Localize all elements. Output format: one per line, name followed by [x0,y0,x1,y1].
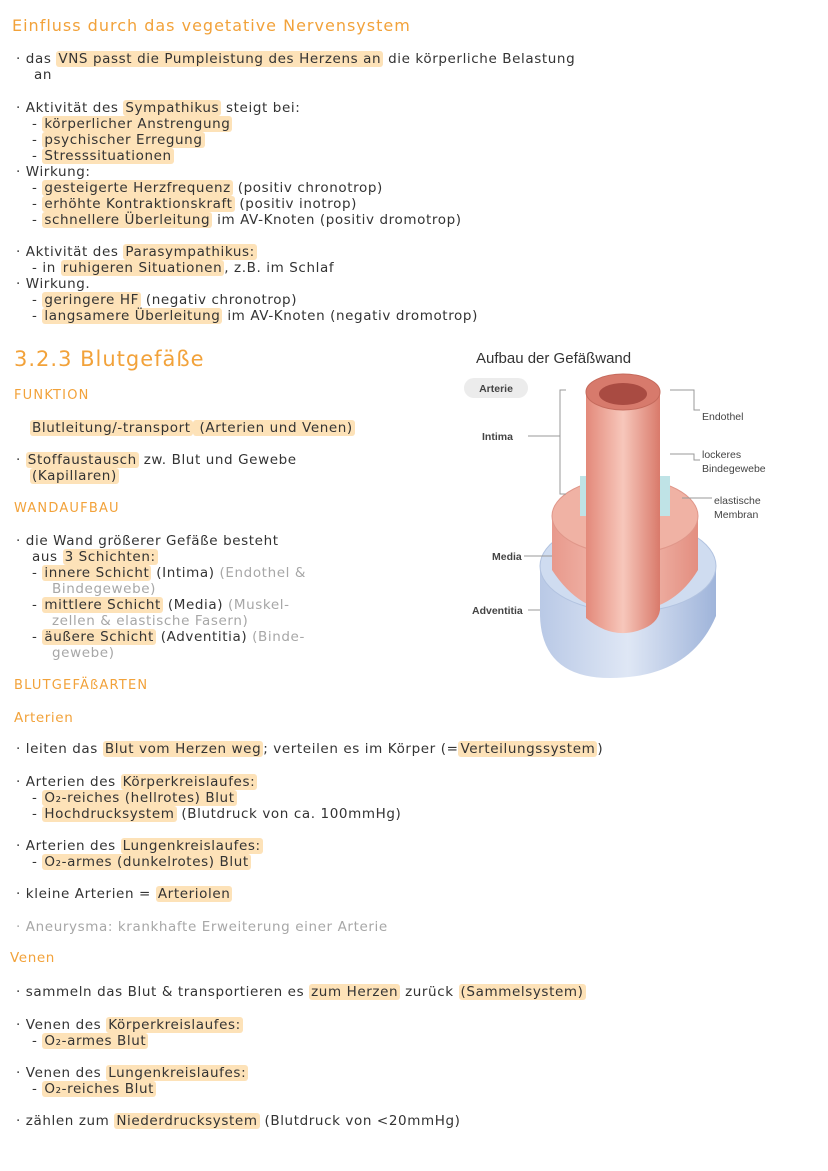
label-intima: Intima [482,431,513,443]
list-item: - geringere HF (negativ chronotrop) [32,292,298,308]
funktion-line-1: Blutleitung/-transport (Arterien und Venen) [32,420,353,436]
funktion-line-2: · Stoffaustausch zw. Blut und Gewebe [16,452,297,468]
wandaufbau-line-1: · die Wand größerer Gefäße besteht [16,533,279,549]
layer-item: - innere Schicht (Intima) (Endothel & [32,565,307,581]
list-item: - Hochdrucksystem (Blutdruck von ca. 100mmHg) [32,806,402,822]
arterien-koerperkreislauf: · Arterien des Körperkreislaufes: [16,774,256,790]
intima-layer [586,392,660,633]
bullet-vns-cont: an [34,67,53,83]
heading-wandaufbau: WANDAUFBAU [14,501,120,516]
wandaufbau-line-2: aus 3 Schichten: [32,549,156,565]
label-adventitia: Adventitia [472,605,523,617]
arterien-lungenkreislauf: · Arterien des Lungenkreislaufes: [16,838,261,854]
bullet-wirkung-1: · Wirkung: [16,164,91,180]
list-item: - O₂-armes Blut [32,1033,147,1049]
list-item: - Stresssituationen [32,148,172,164]
list-item: - schnellere Überleitung im AV-Knoten (positiv dromotrop) [32,212,462,228]
niederdruck-line: · zählen zum Niederdrucksystem (Blutdruck von <20mmHg) [16,1113,461,1129]
list-item: - in ruhigeren Situationen , z.B. im Schlaf [32,260,335,276]
venen-koerperkreislauf: · Venen des Körperkreislaufes: [16,1017,241,1033]
list-item: - O₂-reiches Blut [32,1081,155,1097]
label-endothel: Endothel [702,411,744,423]
list-item: - erhöhte Kontraktionskraft (positiv inotrop) [32,196,358,212]
venen-lungenkreislauf: · Venen des Lungenkreislaufes: [16,1065,247,1081]
arteriolen-line: · kleine Arterien = Arteriolen [16,886,231,902]
section-title-vns: Einfluss durch das vegetative Nervensystem [12,16,411,35]
bullet-parasympathikus: · Aktivität des Parasympathikus: [16,244,255,260]
layer-item-cont: gewebe) [52,645,115,661]
figure-title: Aufbau der Gefäßwand [476,350,632,367]
bullet-sympathikus: · Aktivität des Sympathikus steigt bei: [16,100,301,116]
arterie-tag: Arterie [479,383,513,395]
venen-line-1: · sammeln das Blut & transportieren es zum Herzen zurück (Sammelsystem) [16,984,584,1000]
endothel-leader [670,390,700,410]
heading-funktion: FUNKTION [14,388,90,403]
layer-item-cont: zellen & elastische Fasern) [52,613,249,629]
aneurysma-line: · Aneurysma: krankhafte Erweiterung einer Arterie [16,919,388,935]
label-elastische: elastische [714,495,761,507]
intima-bracket [560,390,566,494]
list-item: - gesteigerte Herzfrequenz (positiv chronotrop) [32,180,383,196]
funktion-line-2-cont: (Kapillaren) [32,468,117,484]
bindegewebe-leader [670,454,700,460]
list-item: - langsamere Überleitung im AV-Knoten (negativ dromotrop) [32,308,478,324]
vessel-wall-diagram [462,348,822,678]
list-item: - körperlicher Anstrengung [32,116,231,132]
list-item: - O₂-reiches (hellrotes) Blut [32,790,235,806]
layer-item-cont: Bindegewebe) [52,581,157,597]
lumen [599,383,647,405]
layer-item: - äußere Schicht (Adventitia) (Binde- [32,629,305,645]
section-title-blutgefaesse: 3.2.3 Blutgefäße [14,347,205,371]
subheading-arterien: Arterien [14,710,74,726]
list-item: - psychischer Erregung [32,132,203,148]
arterien-line-1: · leiten das Blut vom Herzen weg ; verteilen es im Körper (= Verteilungssystem ) [16,741,604,757]
label-membran: Membran [714,509,759,521]
label-media: Media [492,551,522,563]
layer-item: - mittlere Schicht (Media) (Muskel- [32,597,290,613]
subheading-venen: Venen [10,950,55,966]
heading-blutgefaessarten: BLUTGEFÄßARTEN [14,678,149,693]
list-item: - O₂-armes (dunkelrotes) Blut [32,854,249,870]
label-lockeres: lockeres [702,449,742,461]
bullet-wirkung-2: · Wirkung. [16,276,91,292]
vessel-wall-figure [462,348,822,678]
label-bindegewebe: Bindegewebe [702,463,766,475]
bullet-vns: · das VNS passt die Pumpleistung des Herzens an die körperliche Belastung [16,51,576,67]
